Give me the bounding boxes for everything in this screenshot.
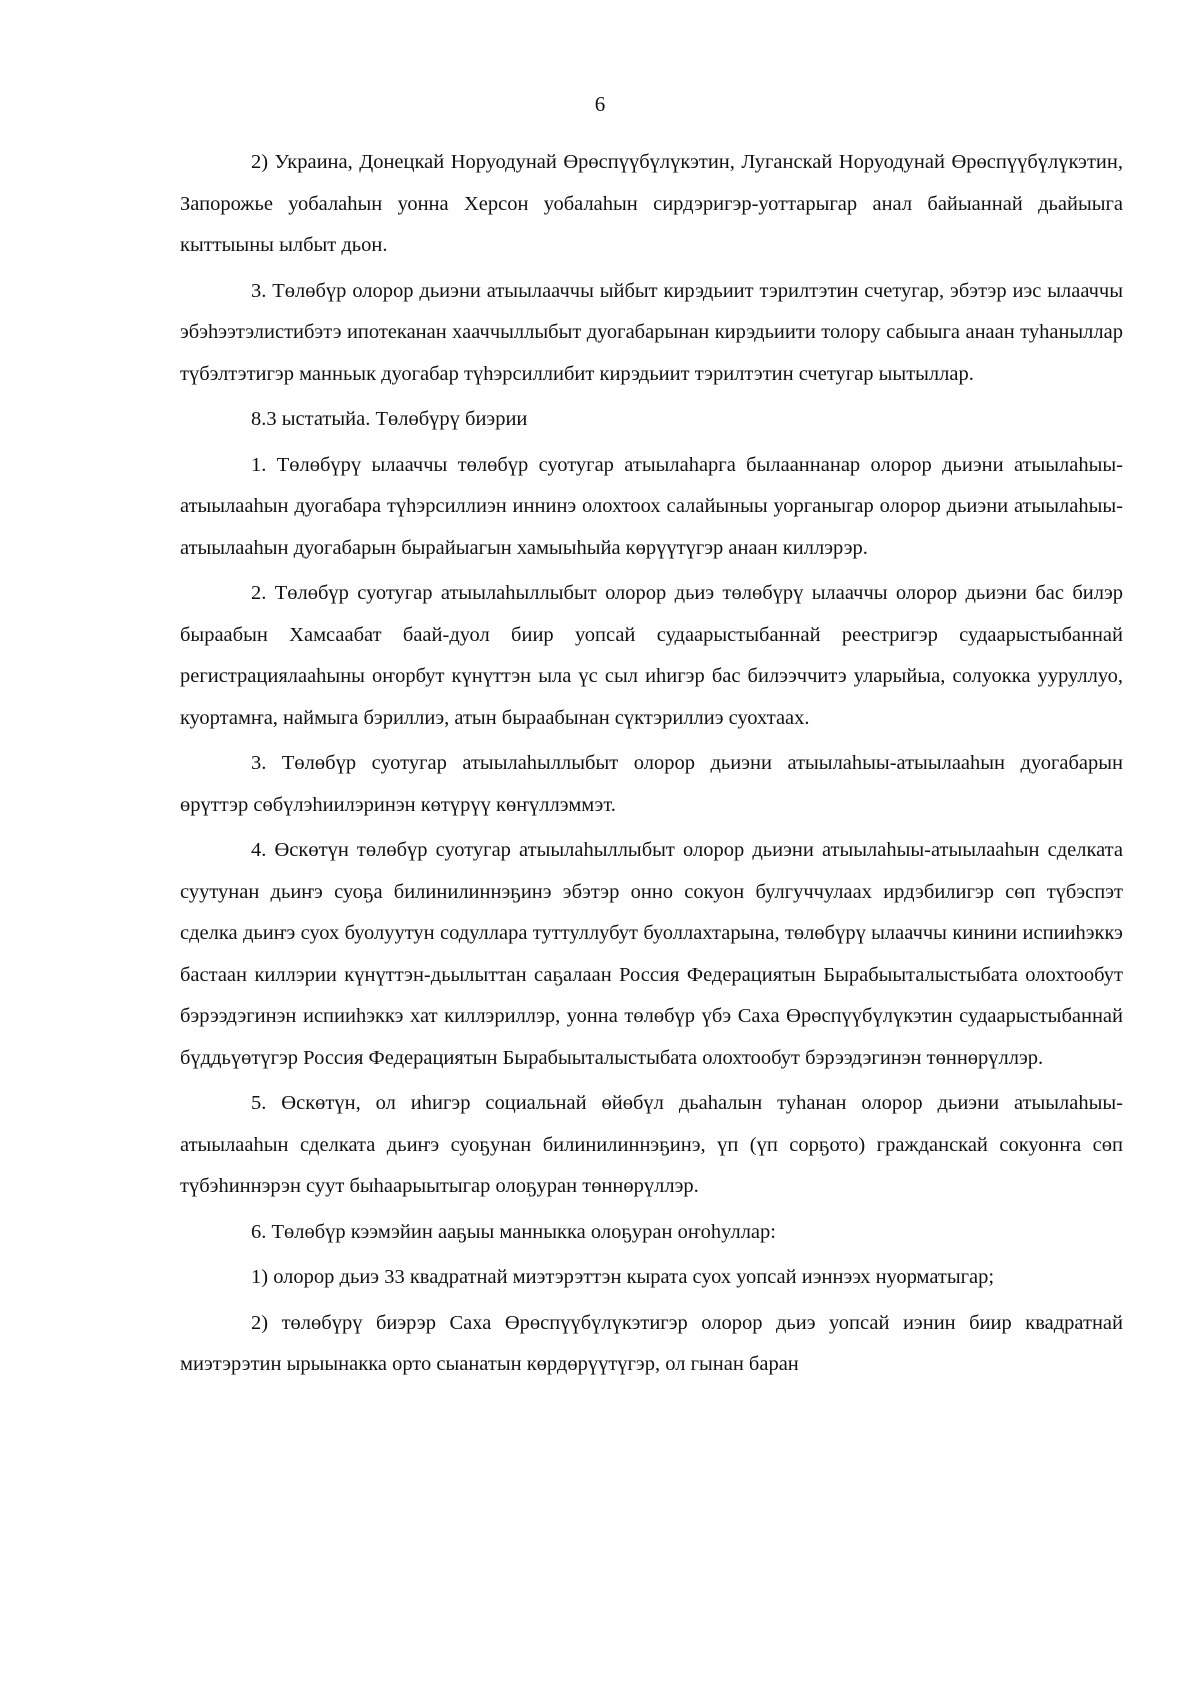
paragraph-8-3-4: 4. Өскөтүн төлөбүр суотугар атыылаһыллыбыт олорор дьиэни атыылаһыы-атыылааһын сделката суутунан дьиҥэ суоҕа билинилиннэҕинэ эбэтэр онно сокуон булгуччулаах ирдэбилигэр сөп түбэспэт сделка дьиҥэ суох буолуутун содуллара туттуллубут буоллахтарына, төлөбүрү ылааччы кинини испииһэккэ бастаан киллэрии күнүттэн-дьылыттан саҕалаан Россия Федерациятын Бырабыыталыстыбата олохтообут бэрээдэгинэн испииһэккэ хат киллэриллэр, уонна төлөбүр үбэ Саха Өрөспүүбүлүкэтин судаарыстыбаннай бүддьүөтүгэр Россия Федерациятын Бырабыыталыстыбата олохтообут бэрээдэгинэн төннөрүллэр. — [180, 839, 1123, 1069]
document-body — [180, 142, 1123, 1390]
page-number: 6 — [594, 92, 606, 116]
paragraph-8-3-6-item-2: 2) төлөбүрү биэрэр Саха Өрөспүүбүлүкэтигэр олорор дьиэ уопсай иэнин биир квадратнай миэтэрэтин ырыынакка орто сыанатын көрдөрүүтүгэр, ол гынан баран — [180, 1311, 1123, 1375]
paragraph-8-3-3: 3. Төлөбүр суотугар атыылаһыллыбыт олорор дьиэни атыылаһыы-атыылааһын дуогабарын өрүттэр сөбүлэһиилэринэн көтүрүү көҥүллэммэт. — [180, 752, 1123, 816]
paragraph-8-3-2: 2. Төлөбүр суотугар атыылаһыллыбыт олорор дьиэ төлөбүрү ылааччы олорор дьиэни бас билэр быраабын Хамсаабат баай-дуол биир уопсай судаарыстыбаннай реестригэр судаарыстыбаннай регистрациялааһыны оҥорбут күнүттэн ыла үс сыл иһигэр бас билээччитэ уларыйыа, солуокка ууруллуо, куортамҥа, наймыга бэриллиэ, атын быраабынан сүктэриллиэ суохтаах. — [180, 582, 1123, 729]
paragraph-8-3-6-item-1: 1) олорор дьиэ 33 квадратнай миэтэрэттэн кырата суох уопсай иэннээх нуорматыгар; — [251, 1266, 995, 1288]
paragraph-8-3-6: 6. Төлөбүр кээмэйин ааҕыы манныкка олоҕуран оҥоһуллар: — [251, 1220, 776, 1243]
paragraph-item-2: 2) Украина, Донецкай Норуодунай Өрөспүүбүлүкэтин, Луганскай Норуодунай Өрөспүүбүлүкэтин, Запорожье уобалаһын уонна Херсон уобалаһын сирдэригэр-уоттарыгар анал байыаннай дьайыыга кыттыыны ылбыт дьон. — [180, 151, 1123, 256]
paragraph-payment-transfer: 3. Төлөбүр олорор дьиэни атыылааччы ыйбыт кирэдьиит тэрилтэтин счетугар, эбэтэр иэс ылааччы эбэһээтэлистибэтэ ипотеканан хааччыллыбыт дуогабарынан кирэдьиити толору сабыыга анаан туһаныллар түбэлтэтигэр манньык дуогабар түһэрсиллибит кирэдьиит тэрилтэтин счетугар ыытыллар. — [180, 279, 1123, 385]
article-heading-8-3: 8.3 ыстатыйа. Төлөбүрү биэрии — [251, 408, 528, 430]
paragraph-8-3-5: 5. Өскөтүн, ол иһигэр социальнай өйөбүл дьаһалын туһанан олорор дьиэни атыылаһыы-атыылааһын сделката дьиҥэ суоҕунан билинилиннэҕинэ, үп (үп сорҕото) гражданскай сокуонҥа сөп түбэһиннэрэн суут быһаарыытыгар олоҕуран төннөрүллэр. — [180, 1092, 1123, 1197]
paragraph-8-3-1: 1. Төлөбүрү ылааччы төлөбүр суотугар атыылаһарга былааннанар олорор дьиэни атыылаһыы-атыылааһын дуогабара түһэрсиллиэн иннинэ олохтоох салайыныы уорганыгар олорор дьиэни атыылаһыы-атыылааһын дуогабарын бырайыагын хамыыһыйа көрүүтүгэр анаан киллэрэр. — [180, 453, 1123, 559]
